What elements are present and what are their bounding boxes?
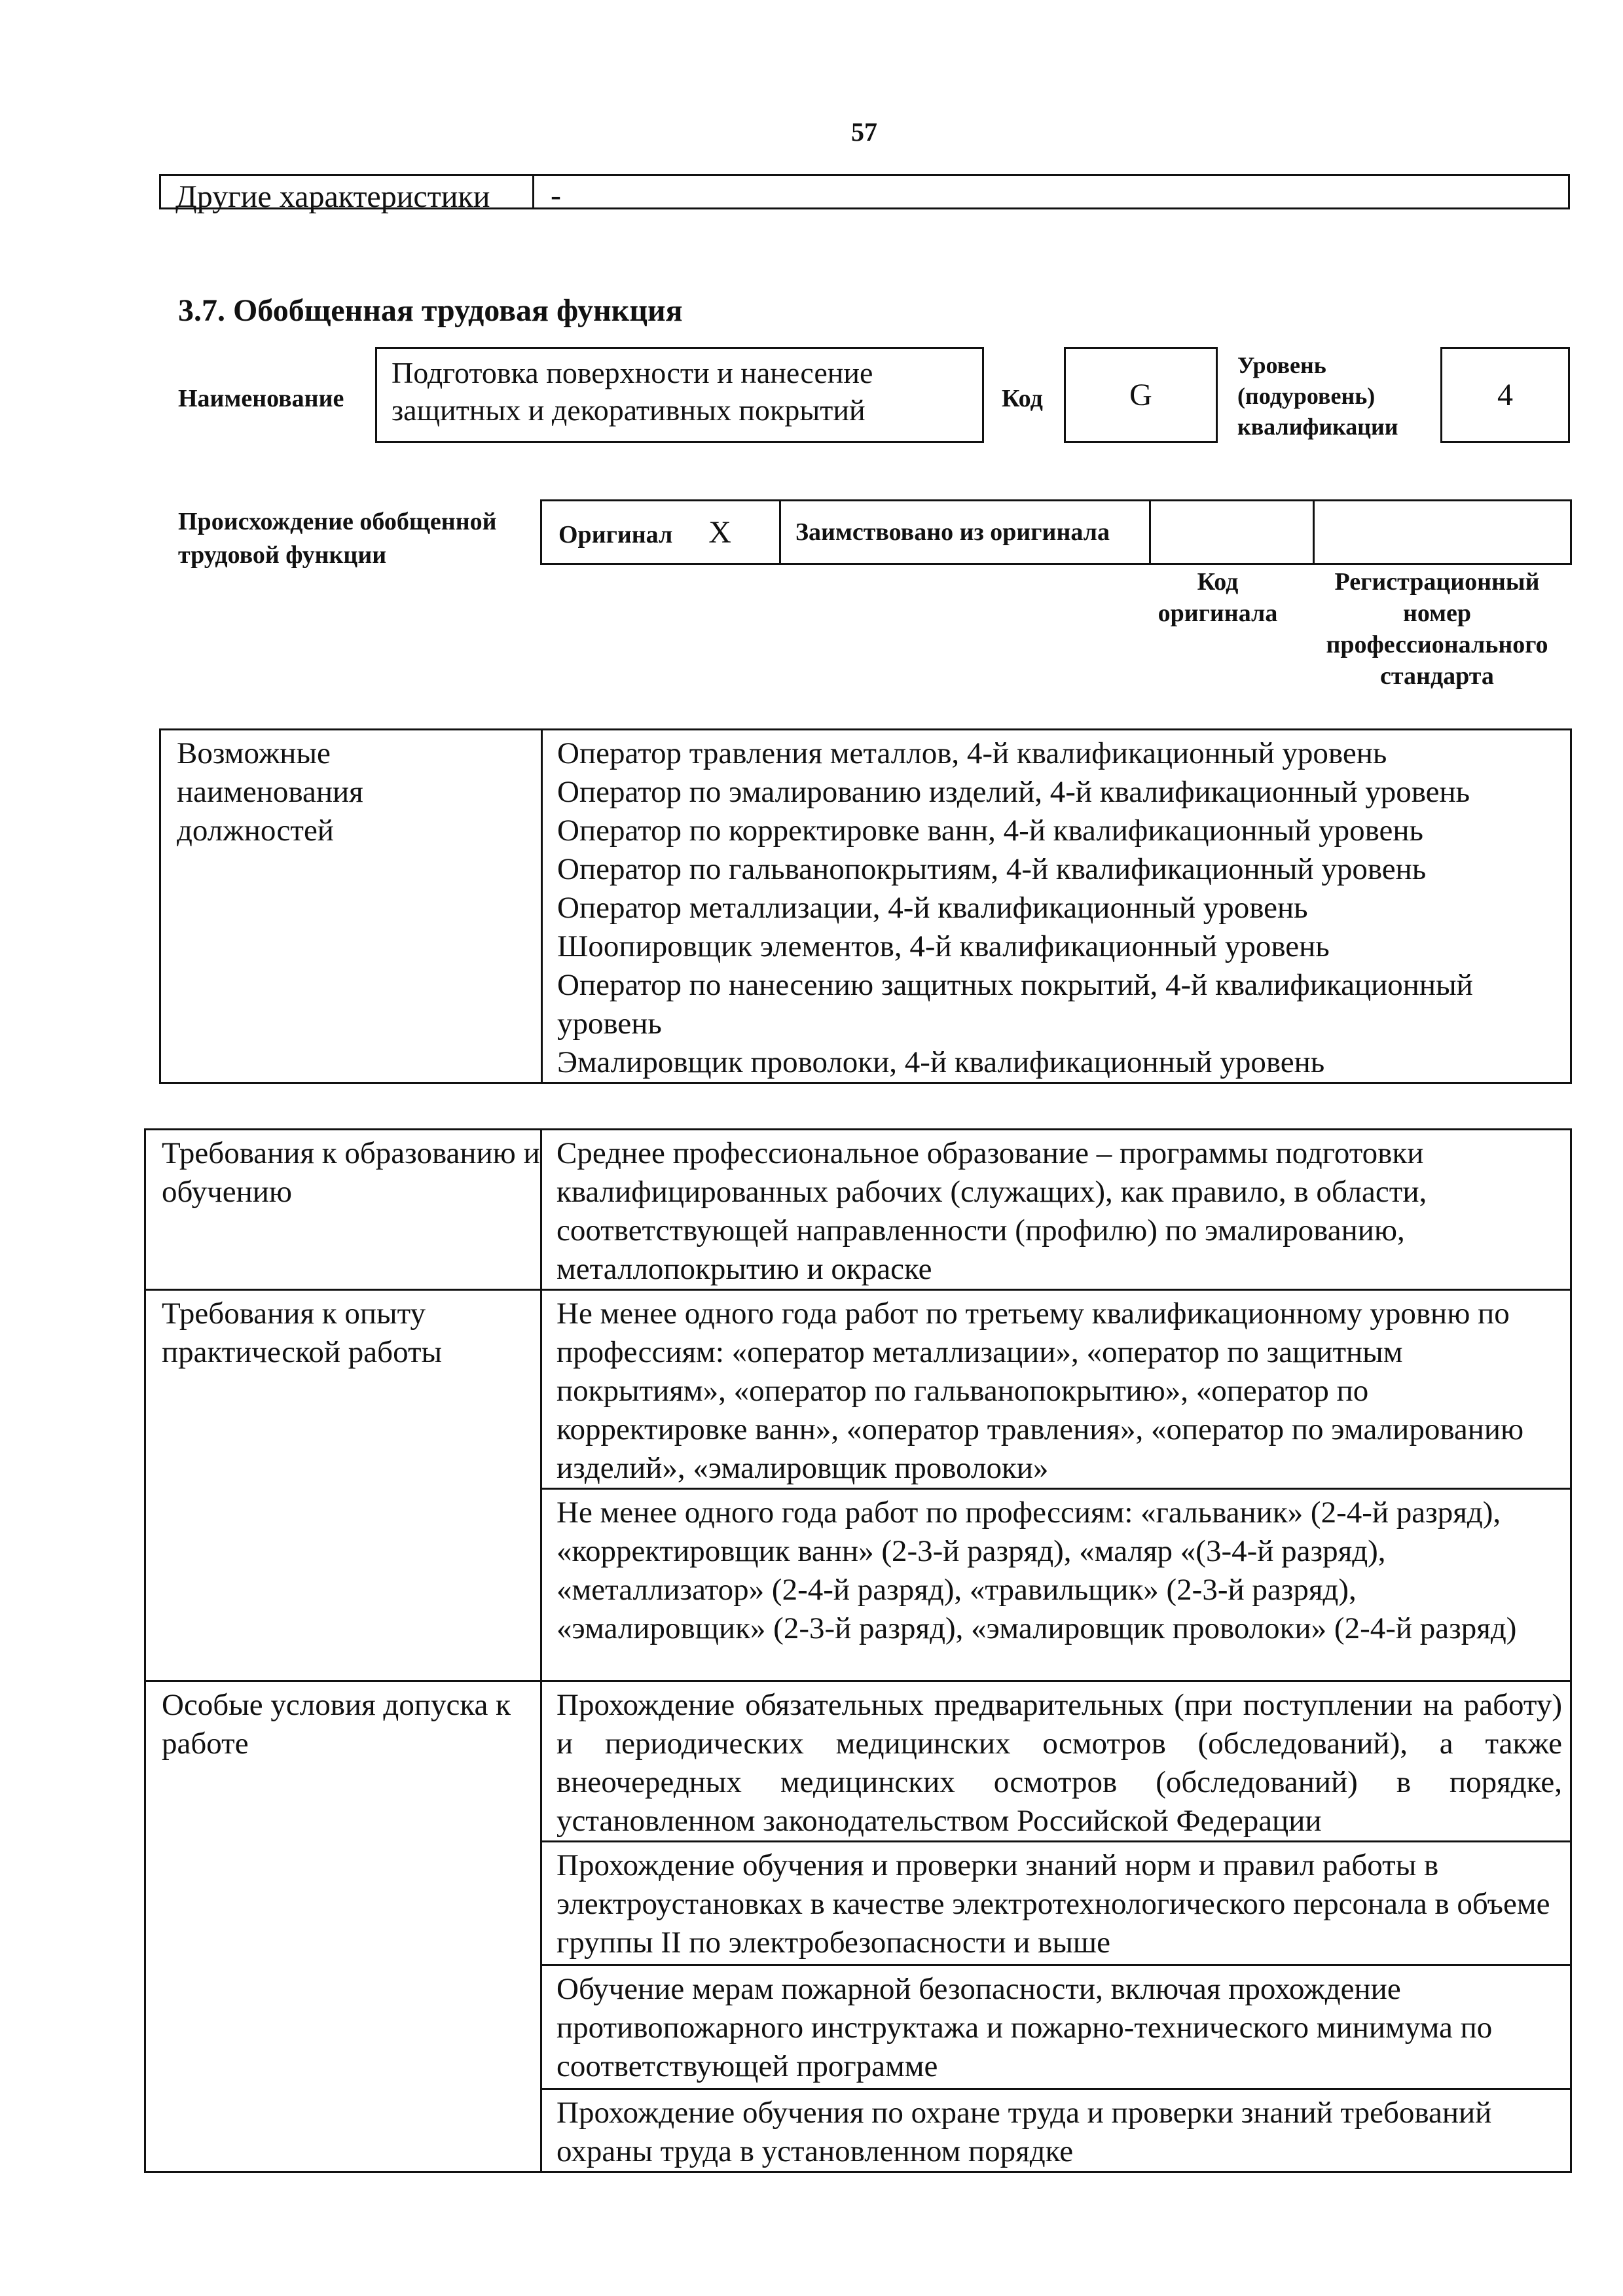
positions-list-cell bbox=[542, 730, 1571, 1083]
position-item: Эмалировщик проволоки, 4-й квалификационный уровень bbox=[557, 1045, 1325, 1079]
borrowed-cell bbox=[780, 501, 1150, 564]
other-characteristics-divider bbox=[532, 176, 534, 207]
education-label-cell bbox=[145, 1130, 541, 1290]
position-item: Оператор по нанесению защитных покрытий, 4-й квалификационный уровень bbox=[557, 968, 1473, 1041]
origin-table bbox=[540, 499, 1572, 565]
code-value: G bbox=[1129, 378, 1152, 412]
position-item: Шоопировщик элементов, 4-й квалификационный уровень bbox=[557, 929, 1330, 963]
requirements-table bbox=[144, 1128, 1572, 2173]
position-item: Оператор по эмалированию изделий, 4-й квалификационный уровень bbox=[557, 775, 1470, 809]
origin-label bbox=[178, 505, 497, 572]
experience-text1-cell bbox=[541, 1290, 1571, 1489]
education-text-cell bbox=[541, 1130, 1571, 1290]
positions-label-cell bbox=[160, 730, 542, 1083]
special-conditions-label: Особые условия допуска к работе bbox=[162, 1688, 511, 1761]
registration-number-caption bbox=[1303, 566, 1571, 692]
reg-caption-line1: Регистрационный bbox=[1334, 568, 1540, 596]
level-value-box bbox=[1440, 347, 1570, 443]
special-text4-cell bbox=[541, 2089, 1571, 2172]
reg-caption-line3: профессионального bbox=[1326, 631, 1548, 658]
positions-label-line2: наименования bbox=[177, 775, 363, 809]
experience-text-2: Не менее одного года работ по профессиям: «гальваник» (2-4-й разряд), «корректировщик ванн» (2-3-й разряд), «маляр «(3-4-й разряд), «металлизатор» (2-4-й разряд), «травильщик» (2-3-й разряд), «эмалировщик» (2-3-й разряд), «эмалировщик проволоки» (2-4-й разряд) bbox=[556, 1496, 1517, 1645]
code-label: Код bbox=[1002, 385, 1043, 412]
other-characteristics-row bbox=[159, 174, 1570, 214]
name-label: Наименование bbox=[178, 385, 344, 412]
special-text1-cell bbox=[541, 1681, 1571, 1842]
special-condition-4: Прохождение обучения по охране труда и проверки знаний требований охраны труда в установленном порядке bbox=[556, 2096, 1492, 2168]
position-item: Оператор металлизации, 4-й квалификационный уровень bbox=[557, 891, 1308, 925]
special-label-cell bbox=[145, 1681, 541, 2172]
education-label: Требования к образованию и обучению bbox=[162, 1136, 540, 1209]
original-code-cell bbox=[1150, 501, 1314, 564]
special-text3-cell bbox=[541, 1965, 1571, 2089]
name-value-line1: Подготовка поверхности и нанесение bbox=[392, 356, 873, 389]
code-value-box bbox=[1064, 347, 1218, 443]
special-text2-cell bbox=[541, 1842, 1571, 1965]
positions-label-line1: Возможные bbox=[177, 736, 331, 770]
reg-caption-line2: номер bbox=[1402, 600, 1472, 627]
special-condition-3: Обучение мерам пожарной безопасности, включая прохождение противопожарного инструктажа и пожарно-технического минимума по соответствующей программе bbox=[556, 1972, 1493, 2083]
level-value: 4 bbox=[1497, 378, 1513, 412]
section-title: 3.7. Обобщенная трудовая функция bbox=[178, 293, 683, 328]
origin-label-line2: трудовой функции bbox=[178, 541, 387, 569]
reg-caption-line4: стандарта bbox=[1380, 662, 1494, 690]
page-number: 57 bbox=[851, 117, 877, 147]
borrowed-label: Заимствовано из оригинала bbox=[795, 518, 1110, 546]
experience-text2-cell bbox=[541, 1489, 1571, 1681]
position-item: Оператор травления металлов, 4-й квалификационный уровень bbox=[557, 736, 1387, 770]
special-condition-2: Прохождение обучения и проверки знаний норм и правил работы в электроустановках в качестве электротехнологического персонала в объеме группы II по электробезопасности и выше bbox=[556, 1848, 1550, 1960]
other-characteristics-value: - bbox=[551, 178, 561, 213]
special-condition-1: Прохождение обязательных предварительных (при поступлении на работу) и периодических медицинских осмотров (обследований), а также внеочередных медицинских осмотров (обследований) в порядке, установленном законодательством Российской Федерации bbox=[556, 1688, 1562, 1838]
education-text: Среднее профессиональное образование – программы подготовки квалифицированных рабочих (служащих), как правило, в области, соответствующей направленности (профилю) по эмалированию, металлопокрытию и окраске bbox=[556, 1136, 1427, 1286]
positions-table bbox=[159, 728, 1572, 1084]
origin-label-line1: Происхождение обобщенной bbox=[178, 508, 497, 535]
original-code-caption bbox=[1139, 566, 1296, 629]
original-cell bbox=[541, 501, 780, 564]
name-value-box bbox=[375, 347, 984, 443]
experience-label: Требования к опыту практической работы bbox=[162, 1297, 443, 1369]
code-caption-line1: Код bbox=[1197, 568, 1239, 596]
position-item: Оператор по гальванопокрытиям, 4-й квалификационный уровень bbox=[557, 852, 1427, 886]
name-value-line2: защитных и декоративных покрытий bbox=[392, 393, 866, 427]
experience-label-cell bbox=[145, 1290, 541, 1681]
level-label-line1: Уровень bbox=[1237, 352, 1326, 378]
code-caption-line2: оригинала bbox=[1158, 600, 1278, 627]
original-label: Оригинал bbox=[558, 520, 673, 548]
level-label-line3: квалификации bbox=[1237, 414, 1398, 440]
position-item: Оператор по корректировке ванн, 4-й квалификационный уровень bbox=[557, 814, 1423, 848]
level-label bbox=[1237, 350, 1398, 442]
level-label-line2: (подуровень) bbox=[1237, 383, 1376, 409]
registration-number-cell bbox=[1314, 501, 1571, 564]
other-characteristics-label: Другие характеристики bbox=[175, 179, 490, 214]
positions-label-line3: должностей bbox=[177, 814, 334, 848]
original-mark: X bbox=[708, 514, 731, 550]
experience-text-1: Не менее одного года работ по третьему квалификационному уровню по профессиям: «оператор металлизации», «оператор по защитным покрытиям», «оператор по гальванопокрытию», «оператор по корректировке ванн», «оператор травления», «оператор по эмалированию изделий», «эмалировщик проволоки» bbox=[556, 1297, 1524, 1485]
